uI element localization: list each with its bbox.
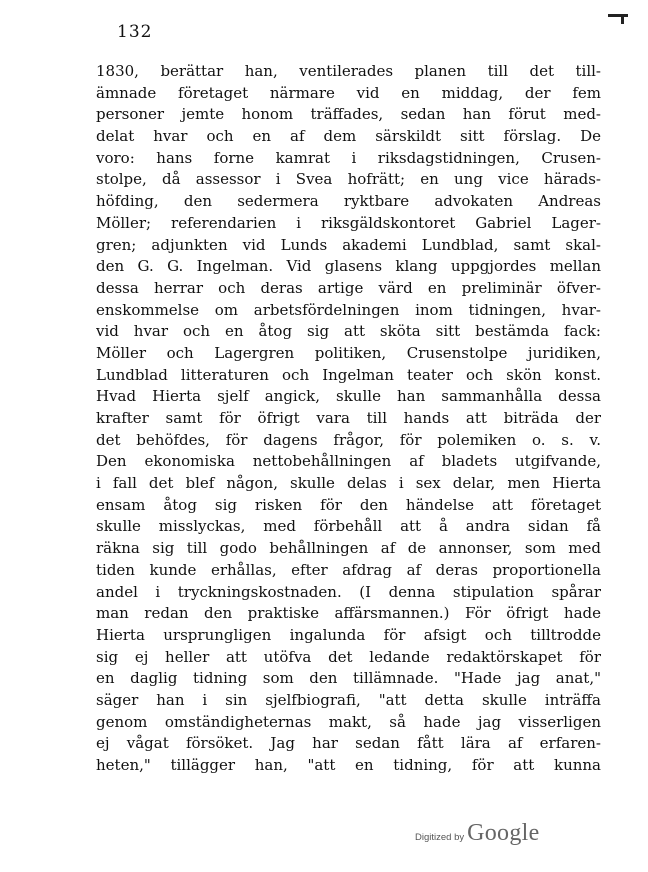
text-line: sig ej heller att utöfva det ledande redaktörskapet för <box>96 647 601 666</box>
text-line: krafter samt för öfrigt vara till hands att biträda der <box>96 409 601 427</box>
text-line: ej vågat försöket. Jag har sedan fått lära af erfaren- <box>96 734 601 753</box>
text-line: enskommelse om arbetsfördelningen inom tidningen, hvar- <box>96 300 601 319</box>
text-line: voro: hans forne kamrat i riksdagstidningen, Crusen- <box>96 148 601 167</box>
text-line: det behöfdes, för dagens frågor, för polemiken o. s. v. <box>96 430 601 449</box>
text-line: dessa herrar och deras artige värd en preliminär öfver- <box>96 278 601 297</box>
corner-ink-mark <box>608 12 630 26</box>
watermark-prefix: Digitized by <box>415 832 465 843</box>
text-line: stolpe, då assessor i Svea hofrätt; en ung vice härads- <box>96 170 601 189</box>
text-line: skulle misslyckas, med förbehåll att å andra sidan få <box>96 517 601 536</box>
text-line: 1830, berättar han, ventilerades planen till det till- <box>96 62 601 80</box>
text-line: genom omständigheternas makt, så hade jag visserligen <box>96 712 601 731</box>
text-line: vid hvar och en åtog sig att sköta sitt bestämda fack: <box>96 322 601 341</box>
text-line: ämnade företaget närmare vid en middag, der fem <box>96 83 601 102</box>
text-line: ensam åtog sig risken för den händelse att företaget <box>96 495 601 514</box>
text-line: Möller; referendarien i riksgäldskontoret Gabriel Lager- <box>96 213 601 232</box>
text-line: heten," tillägger han, "att en tidning, för att kunna <box>96 756 601 774</box>
text-line: räkna sig till godo behållningen af de annonser, som med <box>96 539 601 558</box>
text-line: man redan den praktiske affärsmannen.) För öfrigt hade <box>96 604 601 623</box>
text-line: en daglig tidning som den tillämnade. "Hade jag anat," <box>96 669 601 688</box>
text-line: Lundblad litteraturen och Ingelman teater och skön konst. <box>96 365 601 384</box>
text-line: Den ekonomiska nettobehållningen af bladets utgifvande, <box>96 452 601 471</box>
text-line: tiden kunde erhållas, efter afdrag af deras proportionella <box>96 560 601 579</box>
text-line: den G. G. Ingelman. Vid glasens klang uppgjordes mellan <box>96 257 601 276</box>
text-line: i fall det blef någon, skulle delas i sex delar, men Hierta <box>96 474 601 493</box>
text-line: personer jemte honom träffades, sedan han förut med- <box>96 105 601 124</box>
text-line: andel i tryckningskostnaden. (I denna stipulation spårar <box>96 582 601 601</box>
google-logo: Google <box>467 820 540 846</box>
text-line: höfding, den sedermera ryktbare advokaten Andreas <box>96 192 601 211</box>
text-line: Hierta ursprungligen ingalunda för afsigt och tilltrodde <box>96 625 601 644</box>
text-line: Hvad Hierta sjelf angick, skulle han sammanhålla dessa <box>96 387 601 406</box>
text-line: delat hvar och en af dem särskildt sitt förslag. De <box>96 127 601 146</box>
text-line: säger han i sin sjelfbiografi, "att detta skulle inträffa <box>96 690 601 709</box>
text-line: Möller och Lagergren politiken, Crusenstolpe juridiken, <box>96 343 601 362</box>
body-text <box>96 61 601 777</box>
digitized-by-watermark <box>415 820 540 850</box>
page-number: 132 <box>117 22 153 42</box>
text-line: gren; adjunkten vid Lunds akademi Lundblad, samt skal- <box>96 235 601 254</box>
